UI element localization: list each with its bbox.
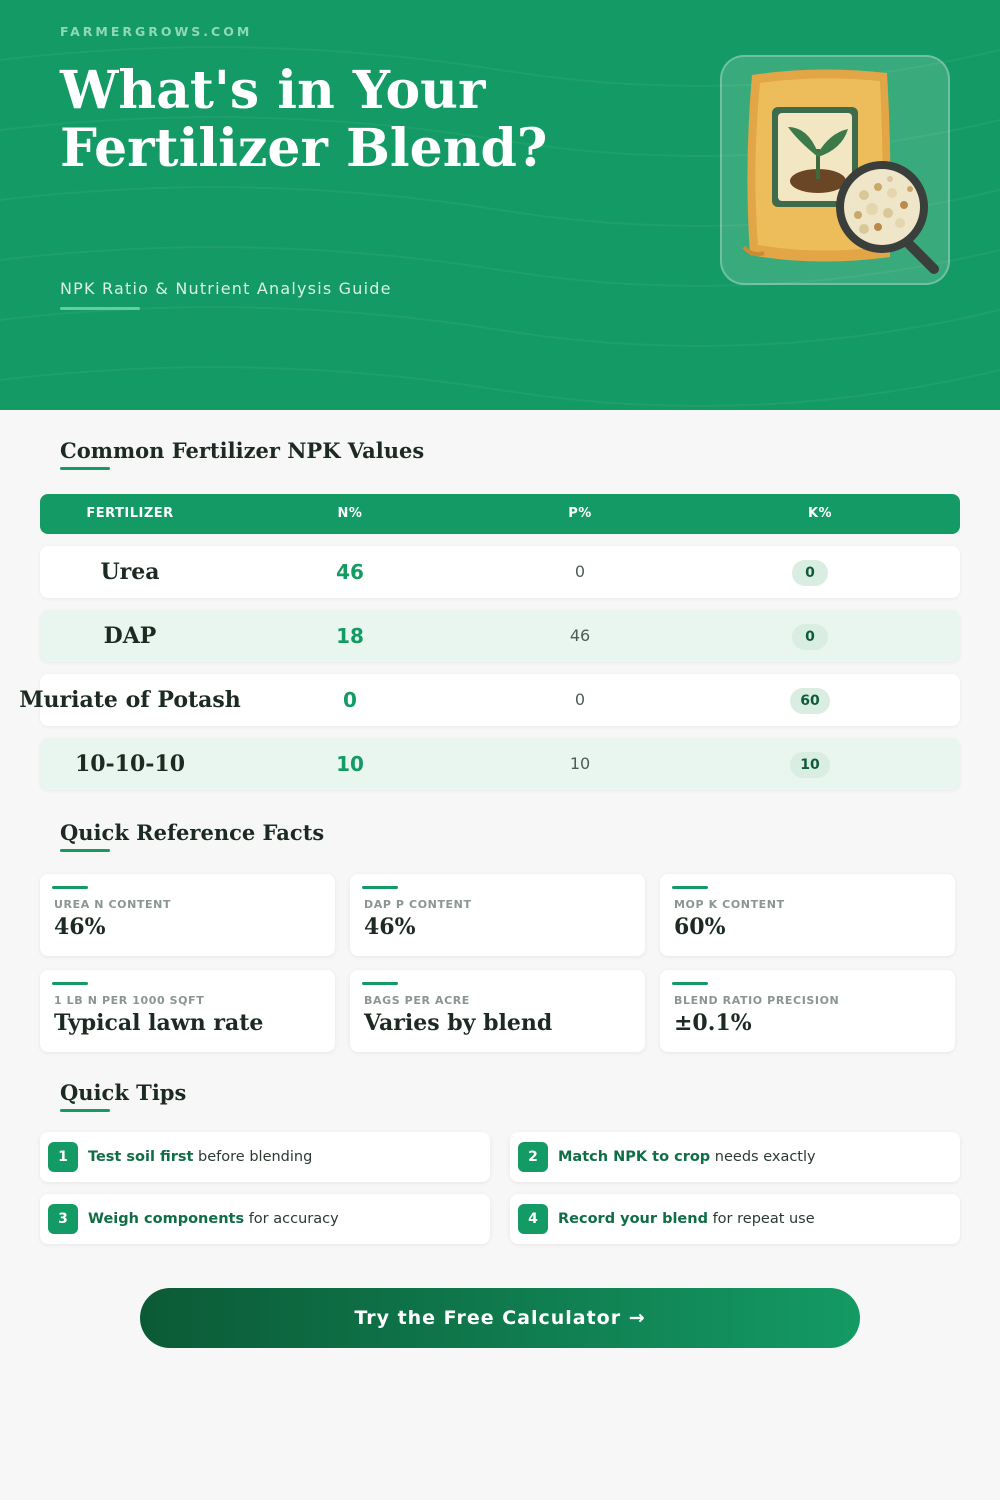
p-value: 10 (569, 754, 591, 773)
tip-rest-text: before blending (193, 1149, 313, 1165)
npk-section-title: Common Fertilizer NPK Values (60, 438, 425, 463)
fact-card (350, 874, 645, 956)
fact-value: 46% (364, 914, 416, 940)
fertilizer-name: 10-10-10 (74, 751, 186, 777)
table-row (19, 674, 960, 726)
tip-text (558, 1132, 816, 1182)
fact-accent-bar (52, 886, 88, 889)
fact-label: BLEND RATIO PRECISION (674, 994, 840, 1007)
k-value-badge: 10 (790, 752, 829, 778)
free-calculator-button[interactable]: Try the Free Calculator → (140, 1288, 860, 1348)
table-row (40, 610, 960, 662)
tip-item (40, 1132, 490, 1182)
page-title: What's in Your Fertilizer Blend? (60, 60, 548, 179)
fact-accent-bar (362, 886, 398, 889)
col-header-p: P% (568, 506, 592, 521)
fact-label: UREA N CONTENT (54, 898, 172, 911)
tips-section-title: Quick Tips (60, 1080, 187, 1105)
fact-value: ±0.1% (674, 1010, 752, 1036)
fact-card (660, 970, 955, 1052)
col-header-k: K% (807, 506, 833, 521)
fact-card (350, 970, 645, 1052)
fertilizer-name: DAP (103, 623, 157, 649)
col-header-fertilizer: FERTILIZER (86, 506, 174, 521)
p-value: 46 (569, 626, 591, 645)
n-value: 0 (343, 688, 357, 712)
tips-section-underline (60, 1109, 110, 1112)
facts-section-underline (60, 849, 110, 852)
site-name: FARMERGROWS.COM (60, 24, 253, 39)
fact-accent-bar (362, 982, 398, 985)
k-value-badge: 60 (790, 688, 829, 714)
fact-label: DAP P CONTENT (364, 898, 472, 911)
tip-number-badge: 4 (518, 1204, 548, 1234)
fact-accent-bar (672, 886, 708, 889)
tip-item (40, 1194, 490, 1244)
n-value: 10 (336, 752, 364, 776)
k-cell (690, 738, 930, 790)
fact-value: Typical lawn rate (54, 1010, 264, 1036)
tip-rest-text: needs exactly (710, 1149, 816, 1165)
fact-card (660, 874, 955, 956)
tip-text (88, 1132, 312, 1182)
tip-number-badge: 3 (48, 1204, 78, 1234)
npk-table-header (40, 494, 960, 534)
fact-accent-bar (52, 982, 88, 985)
tip-item (510, 1132, 960, 1182)
fertilizer-name: Muriate of Potash (19, 687, 241, 713)
fact-card (40, 874, 335, 956)
npk-section-underline (60, 467, 110, 470)
fact-label: BAGS PER ACRE (364, 994, 470, 1007)
table-row (40, 546, 960, 598)
fact-value: Varies by blend (364, 1010, 553, 1036)
p-value: 0 (574, 562, 586, 581)
p-value: 0 (574, 690, 586, 709)
facts-section-title: Quick Reference Facts (60, 820, 325, 845)
fertilizer-name: Urea (100, 559, 160, 585)
tip-bold-text: Record your blend (558, 1211, 708, 1227)
table-row (40, 738, 960, 790)
fact-card (40, 970, 335, 1052)
tip-bold-text: Test soil first (88, 1149, 194, 1165)
fact-label: MOP K CONTENT (674, 898, 785, 911)
fact-value: 46% (54, 914, 106, 940)
tip-text (558, 1194, 815, 1244)
col-header-n: N% (337, 506, 363, 521)
n-value: 46 (336, 560, 364, 584)
fertilizer-bag-magnifier-icon (722, 57, 952, 287)
fact-value: 60% (674, 914, 726, 940)
k-cell (690, 546, 930, 598)
n-value: 18 (336, 624, 364, 648)
tip-bold-text: Weigh components (88, 1211, 245, 1227)
hero-illustration-card (720, 55, 950, 285)
tip-bold-text: Match NPK to crop (558, 1149, 711, 1165)
tip-number-badge: 1 (48, 1142, 78, 1172)
tip-number-badge: 2 (518, 1142, 548, 1172)
k-value-badge: 0 (792, 624, 828, 650)
tip-rest-text: for accuracy (244, 1211, 339, 1227)
tip-text (88, 1194, 339, 1244)
hero-banner (0, 0, 1000, 410)
page-subtitle: NPK Ratio & Nutrient Analysis Guide (60, 279, 392, 298)
k-cell (690, 610, 930, 662)
tip-item (510, 1194, 960, 1244)
k-cell (690, 674, 930, 726)
k-value-badge: 0 (792, 560, 828, 586)
tip-rest-text: for repeat use (707, 1211, 815, 1227)
subtitle-divider (60, 307, 140, 310)
fact-accent-bar (672, 982, 708, 985)
fact-label: 1 LB N PER 1000 SQFT (54, 994, 205, 1007)
